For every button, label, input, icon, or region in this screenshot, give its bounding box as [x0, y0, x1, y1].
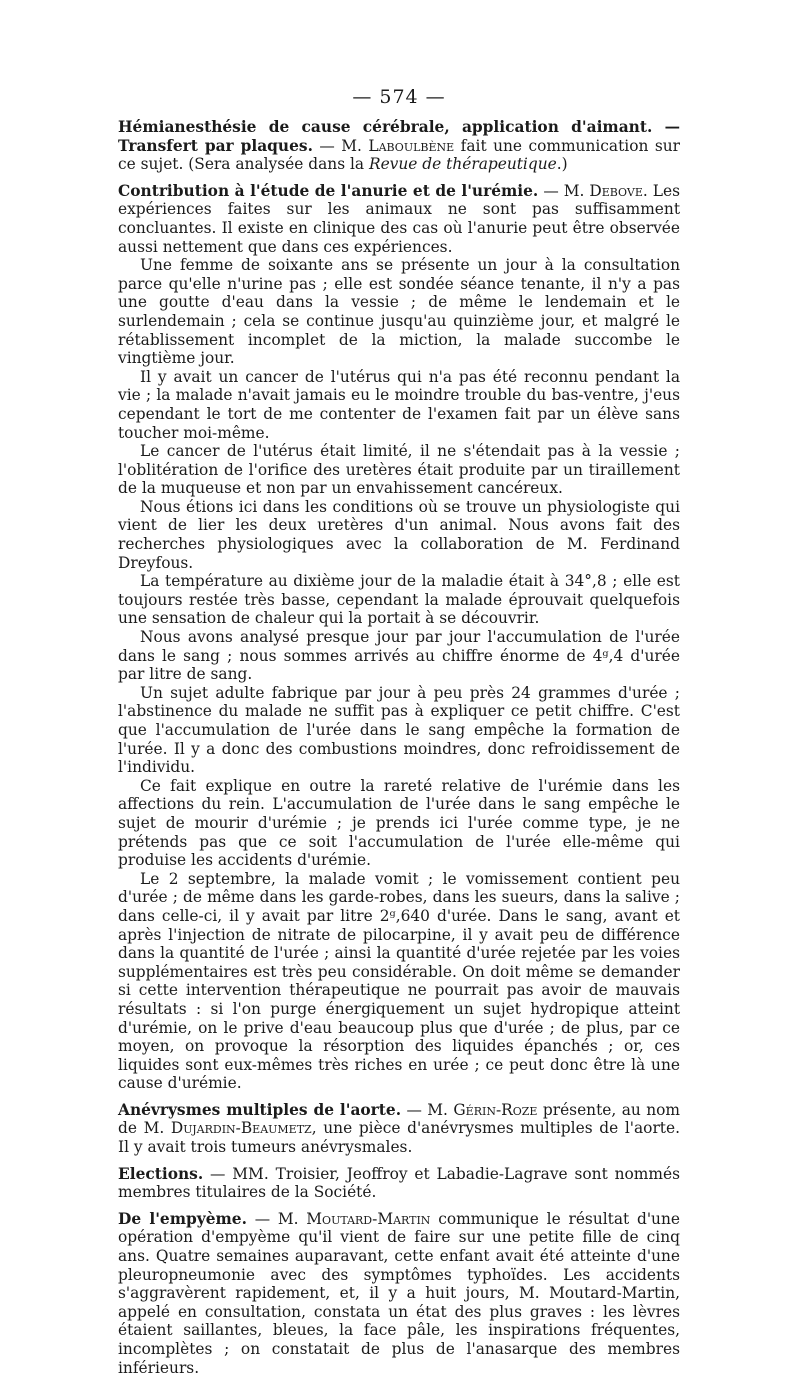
- section-heading: De l'empyème.: [118, 1209, 247, 1228]
- section-hemianesthesie: [118, 118, 680, 174]
- text-run: — M.: [312, 136, 369, 155]
- section-anevrysmes: [118, 1101, 680, 1157]
- paragraph: Un sujet adulte fabrique par jour à peu près 24 grammes d'urée ; l'abstinence du malade ne suffit pas à expliquer ce petit chiffre. C'est que l'accumulation de l'urée dans le sang empêche la formation de l'urée. Il y a donc des combustions moindres, donc refroidissement de l'individu.: [118, 683, 680, 777]
- paragraph: La température au dixième jour de la maladie était à 34°,8 ; elle est toujours restée très basse, cependant la malade éprouvait quelquefois une sensation de chaleur qui la portait à se découvrir.: [118, 572, 680, 628]
- section-heading: Hémianesthésie de cause cérébrale, application d'aimant. — Transfert par plaques.: [118, 118, 680, 155]
- paragraph: [118, 1210, 680, 1377]
- journal-title: Revue de thérapeutique: [368, 155, 557, 174]
- page-number: — 574 —: [352, 86, 446, 108]
- text-run: communique le résultat d'une opération d'empyème qu'il vient de faire sur une petite fille de cinq ans. Quatre semaines auparavant, cette enfant avait été atteinte d'une pleuropneumonie avec des symptômes typhoïdes. Les accidents s'aggravèrent rapidement, et, il y a huit jours, M. Moutard-Martin, appelé en consultation, constata un état des plus graves : les lèvres étaient saillantes, bleues, la face pâle, les inspirations fréquentes, incomplètes ; on constatait de plus de l'anasarque des membres inférieurs.: [118, 1209, 680, 1377]
- paragraph: [118, 118, 680, 174]
- author-name: Dujardin-Beaumetz: [170, 1119, 312, 1138]
- paragraph: Une femme de soixante ans se présente un jour à la consultation parce qu'elle n'urine pas ; elle est sondée séance tenante, il n'y a pas une goutte d'eau dans la vessie ; de même le lendemain et le surlendemain ; cela se continue jusqu'au quinzième jour, et malgré le rétablissement incomplet de la miction, la malade succombe le vingtième jour.: [118, 256, 680, 368]
- author-name: Gérin-Roze: [453, 1100, 538, 1119]
- paragraph: [118, 182, 680, 256]
- section-empyeme: [118, 1210, 680, 1377]
- paragraph: [118, 1101, 680, 1157]
- paragraph: Nous étions ici dans les conditions où se trouve un physiologiste qui vient de lier les deux uretères d'un animal. Nous avons fait des recherches physiologiques avec la collaboration de M. Ferdinand Dreyfous.: [118, 497, 680, 572]
- paragraph: Ce fait explique en outre la rareté relative de l'urémie dans les affections du rein. L'accumulation de l'urée dans le sang empêche le sujet de mourir d'urémie ; je prends ici l'urée comme type, je ne prétends pas que ce soit l'accumulation de l'urée elle-même qui produise les accidents d'urémie.: [118, 776, 680, 870]
- author-name: Laboulbène: [368, 136, 455, 155]
- text-run: fait une communication sur ce sujet. (Sera analysée dans la: [118, 136, 680, 174]
- paragraph: [118, 1165, 680, 1202]
- paragraph: Nous avons analysé presque jour par jour l'accumulation de l'urée dans le sang ; nous sommes arrivés au chiffre énorme de 4ᵍ,4 d'urée par litre de sang.: [118, 628, 680, 684]
- author-name: Debove: [589, 181, 643, 200]
- text-run: . Les expériences faites sur les animaux ne sont pas suffisamment concluantes. Il existe en clinique des cas où l'anurie peut être observée aussi nettement que dans ces expériences.: [118, 181, 680, 256]
- section-heading: Anévrysmes multiples de l'aorte.: [118, 1100, 402, 1119]
- text-run: , une pièce d'anévrysmes multiples de l'aorte. Il y avait trois tumeurs anévrysmales.: [118, 1119, 680, 1157]
- paragraph: Il y avait un cancer de l'utérus qui n'a pas été reconnu pendant la vie ; la malade n'avait jamais eu le moindre trouble du bas-ventre, j'eus cependant le tort de me contenter de l'examen fait par un élève sans toucher moi-même.: [118, 367, 680, 442]
- text-run: — MM. Troisier, Jeoffroy et Labadie-Lagrave sont nommés membres titulaires de la Société.: [118, 1164, 680, 1202]
- author-name: Moutard-Martin: [306, 1209, 431, 1228]
- section-heading: Elections.: [118, 1164, 204, 1183]
- text-run: — M.: [538, 181, 590, 200]
- text-run: — M.: [401, 1100, 454, 1119]
- text-run: .): [556, 155, 568, 174]
- text-run: — M.: [246, 1209, 307, 1228]
- section-heading: Contribution à l'étude de l'anurie et de l'urémie.: [118, 181, 539, 200]
- text-run: présente, au nom de M.: [118, 1100, 680, 1138]
- paragraph: Le 2 septembre, la malade vomit ; le vomissement contient peu d'urée ; de même dans les garde-robes, dans les sueurs, dans la salive ; dans celle-ci, il y avait par litre 2ᵍ,640 d'urée. Dans le sang, avant et après l'injection de nitrate de pilocarpine, il y avait peu de différence dans la quantité de l'urée ; ainsi la quantité d'urée rejetée par les voies supplémentaires est très peu considérable. On doit même se demander si cette intervention thérapeutique ne pourrait pas avoir de mauvais résultats : si l'on purge énergiquement un sujet hydropique atteint d'urémie, on le prive d'eau beaucoup plus que d'urée ; de plus, par ce moyen, on provoque la résorption des liquides épanchés ; or, ces liquides sont eux-mêmes très riches en urée ; ce peut donc être là une cause d'urémie.: [118, 869, 680, 1093]
- section-anurie-uremie: [118, 182, 680, 1093]
- paragraph: Le cancer de l'utérus était limité, il ne s'étendait pas à la vessie ; l'oblitération de l'orifice des uretères était produite par un tiraillement de la muqueuse et non par un envahissement cancéreux.: [118, 442, 680, 498]
- section-elections: [118, 1165, 680, 1202]
